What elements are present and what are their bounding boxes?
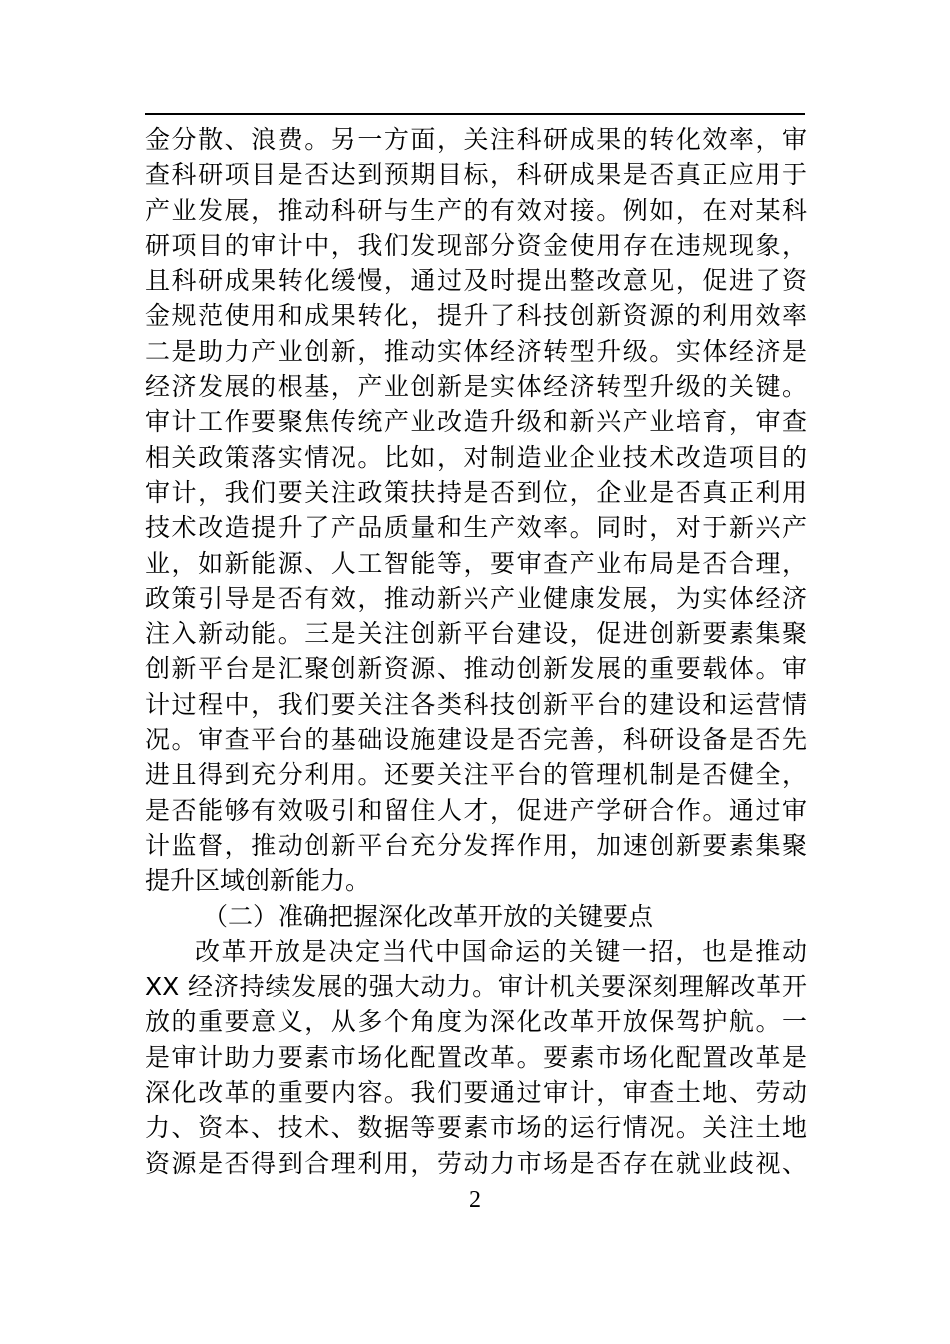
text-line: 审计，我们要关注政策扶持是否到位，企业是否真正利用	[145, 477, 807, 507]
text-line: XX 经济持续发展的强大动力。审计机关要深刻理解改革开	[145, 972, 807, 1002]
text-line: 注入新动能。三是关注创新平台建设，促进创新要素集聚	[145, 619, 807, 649]
text-line: 经济发展的根基，产业创新是实体经济转型升级的关键。	[145, 372, 807, 402]
text-line: 计过程中，我们要关注各类科技创新平台的建设和运营情	[145, 689, 807, 719]
text-line: 金规范使用和成果转化，提升了科技创新资源的利用效率	[145, 301, 807, 331]
text-line: 业，如新能源、人工智能等，要审查产业布局是否合理，	[145, 548, 807, 578]
text-line: 政策引导是否有效，推动新兴产业健康发展，为实体经济	[145, 583, 807, 613]
text-line: 放的重要意义，从多个角度为深化改革开放保驾护航。一	[145, 1007, 807, 1037]
text-line: 研项目的审计中，我们发现部分资金使用存在违规现象，	[145, 230, 807, 260]
text-line: 进且得到充分利用。还要关注平台的管理机制是否健全，	[145, 760, 807, 790]
text-line: 计监督，推动创新平台充分发挥作用，加速创新要素集聚	[145, 830, 807, 860]
text-line: 技术改造提升了产品质量和生产效率。同时，对于新兴产	[145, 513, 807, 543]
text-line: 是审计助力要素市场化配置改革。要素市场化配置改革是	[145, 1042, 807, 1072]
text-line: 且科研成果转化缓慢，通过及时提出整改意见，促进了资	[145, 266, 807, 296]
text-line: 资源是否得到合理利用，劳动力市场是否存在就业歧视、	[145, 1148, 807, 1178]
text-line: 金分散、浪费。另一方面，关注科研成果的转化效率，审	[145, 125, 807, 154]
text-line: 相关政策落实情况。比如，对制造业企业技术改造项目的	[145, 442, 807, 472]
text-line: 产业发展，推动科研与生产的有效对接。例如，在对某科	[145, 195, 807, 225]
header-rule	[145, 113, 805, 115]
page-number: 2	[469, 1187, 481, 1213]
text-line: 创新平台是汇聚创新资源、推动创新发展的重要载体。审	[145, 654, 807, 684]
text-line: 查科研项目是否达到预期目标，科研成果是否真正应用于	[145, 160, 807, 190]
body-text	[145, 122, 807, 1181]
text-line: 二是助力产业创新，推动实体经济转型升级。实体经济是	[145, 336, 807, 366]
text-line: 力、资本、技术、数据等要素市场的运行情况。关注土地	[145, 1113, 807, 1143]
text-line: 况。审查平台的基础设施建设是否完善，科研设备是否先	[145, 725, 807, 755]
text-line: 提升区域创新能力。	[145, 866, 371, 896]
text-line: 改革开放是决定当代中国命运的关键一招，也是推动	[195, 936, 807, 966]
text-line: 审计工作要聚焦传统产业改造升级和新兴产业培育，审查	[145, 407, 807, 437]
text-line: 深化改革的重要内容。我们要通过审计，审查土地、劳动	[145, 1078, 807, 1108]
text-line: 是否能够有效吸引和留住人才，促进产学研合作。通过审	[145, 795, 807, 825]
section-heading: （二）准确把握深化改革开放的关键要点	[203, 901, 654, 931]
